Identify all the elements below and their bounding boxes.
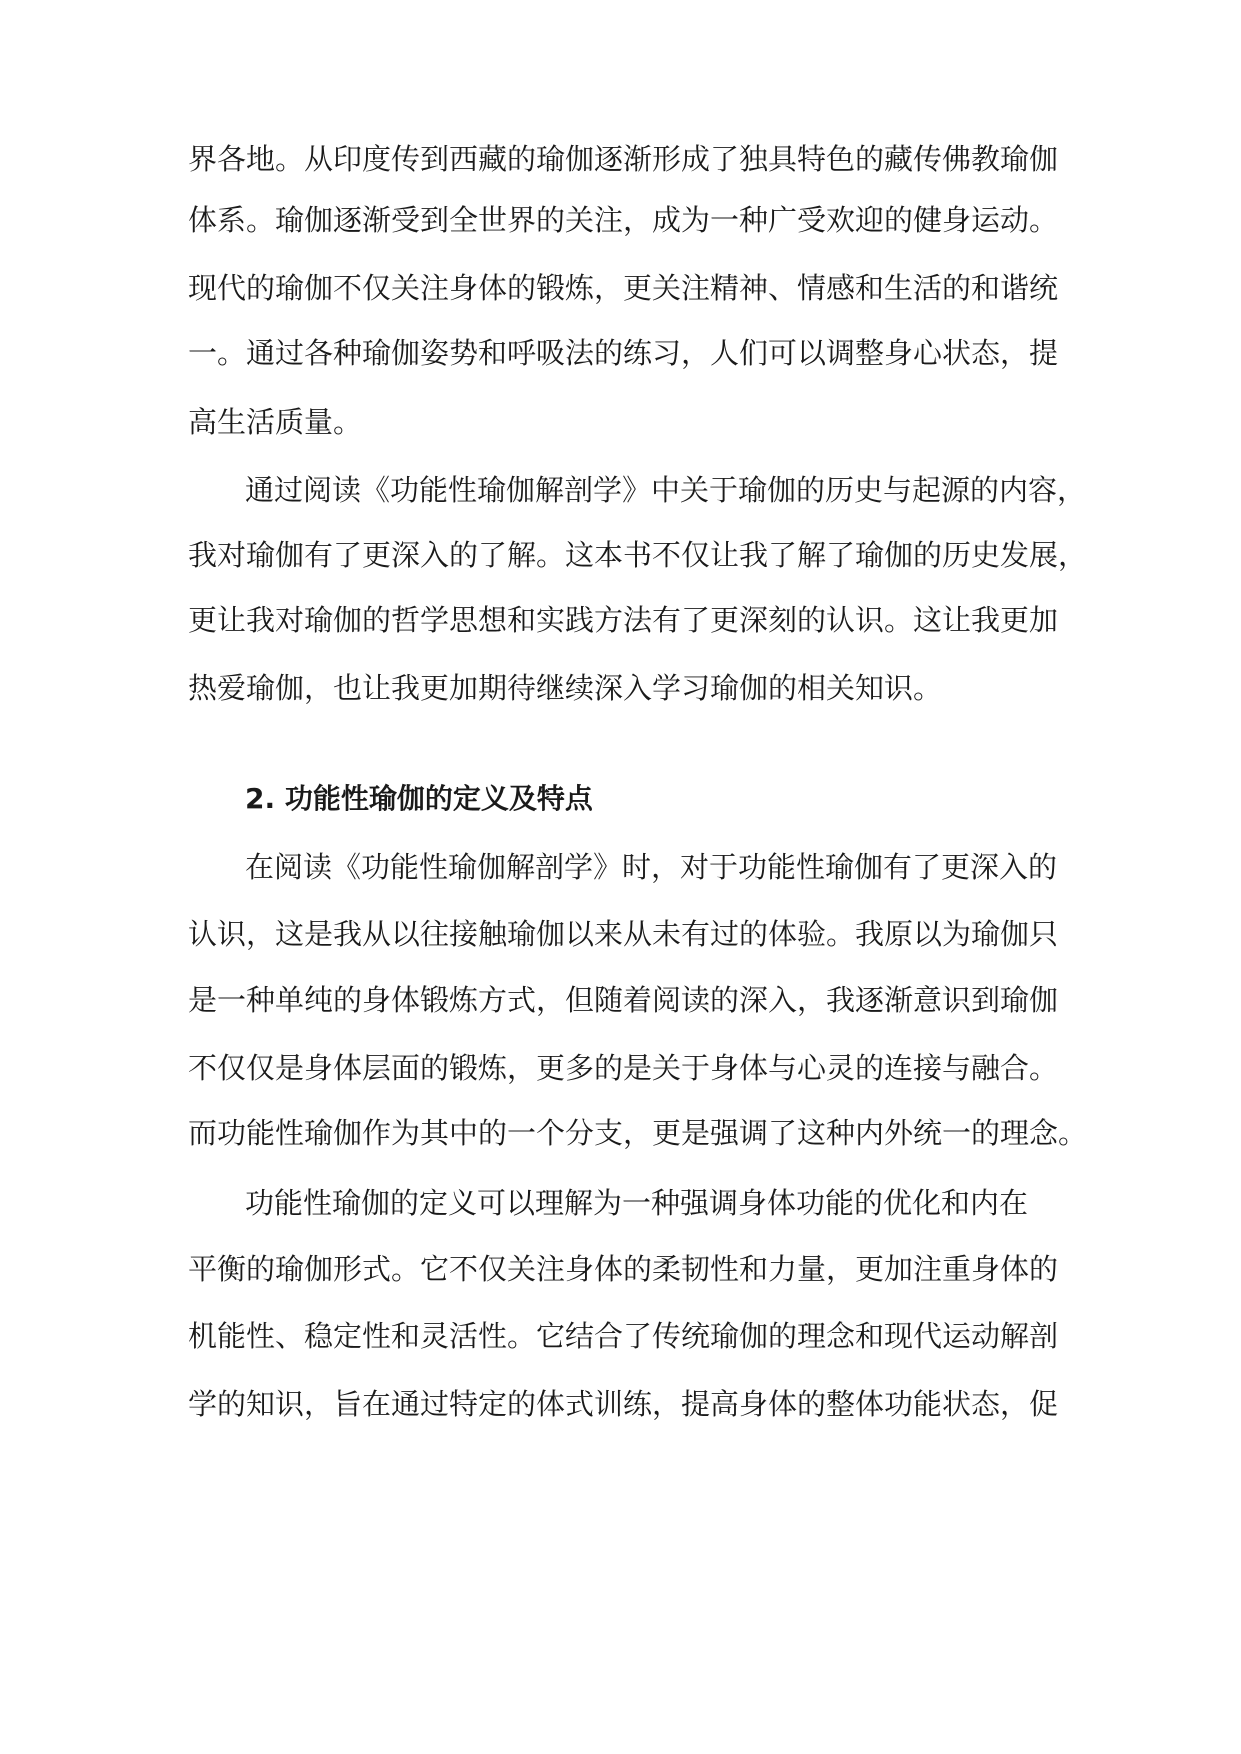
text-line: 机能性、稳定性和灵活性。它结合了传统瑜伽的理念和现代运动解剖 bbox=[188, 1319, 1059, 1353]
text-line: 是一种单纯的身体锻炼方式，但随着阅读的深入，我逐渐意识到瑜伽 bbox=[188, 983, 1059, 1017]
text-line: 学的知识，旨在通过特定的体式训练，提高身体的整体功能状态，促 bbox=[188, 1387, 1059, 1421]
text-line: 而功能性瑜伽作为其中的一个分支，更是强调了这种内外统一的理念。 bbox=[188, 1116, 1088, 1150]
text-line: 体系。瑜伽逐渐受到全世界的关注，成为一种广受欢迎的健身运动。 bbox=[188, 203, 1059, 237]
section-heading: 2. 功能性瑜伽的定义及特点 bbox=[245, 782, 593, 815]
text-line: 认识，这是我从以往接触瑜伽以来从未有过的体验。我原以为瑜伽只 bbox=[188, 917, 1059, 951]
text-line: 在阅读《功能性瑜伽解剖学》时，对于功能性瑜伽有了更深入的 bbox=[245, 850, 1058, 884]
text-line: 通过阅读《功能性瑜伽解剖学》中关于瑜伽的历史与起源的内容， bbox=[245, 473, 1087, 507]
text-line: 我对瑜伽有了更深入的了解。这本书不仅让我了解了瑜伽的历史发展， bbox=[188, 538, 1088, 572]
text-line: 不仅仅是身体层面的锻炼，更多的是关于身体与心灵的连接与融合。 bbox=[188, 1051, 1059, 1085]
text-line: 现代的瑜伽不仅关注身体的锻炼，更关注精神、情感和生活的和谐统 bbox=[188, 271, 1059, 305]
text-line: 界各地。从印度传到西藏的瑜伽逐渐形成了独具特色的藏传佛教瑜伽 bbox=[188, 142, 1059, 176]
text-line: 功能性瑜伽的定义可以理解为一种强调身体功能的优化和内在 bbox=[245, 1186, 1029, 1220]
text-line: 高生活质量。 bbox=[188, 405, 363, 439]
text-line: 更让我对瑜伽的哲学思想和实践方法有了更深刻的认识。这让我更加 bbox=[188, 603, 1059, 637]
text-line: 平衡的瑜伽形式。它不仅关注身体的柔韧性和力量，更加注重身体的 bbox=[188, 1252, 1059, 1286]
text-line: 热爱瑜伽，也让我更加期待继续深入学习瑜伽的相关知识。 bbox=[188, 671, 943, 705]
text-line: 一。通过各种瑜伽姿势和呼吸法的练习，人们可以调整身心状态，提 bbox=[188, 336, 1059, 370]
